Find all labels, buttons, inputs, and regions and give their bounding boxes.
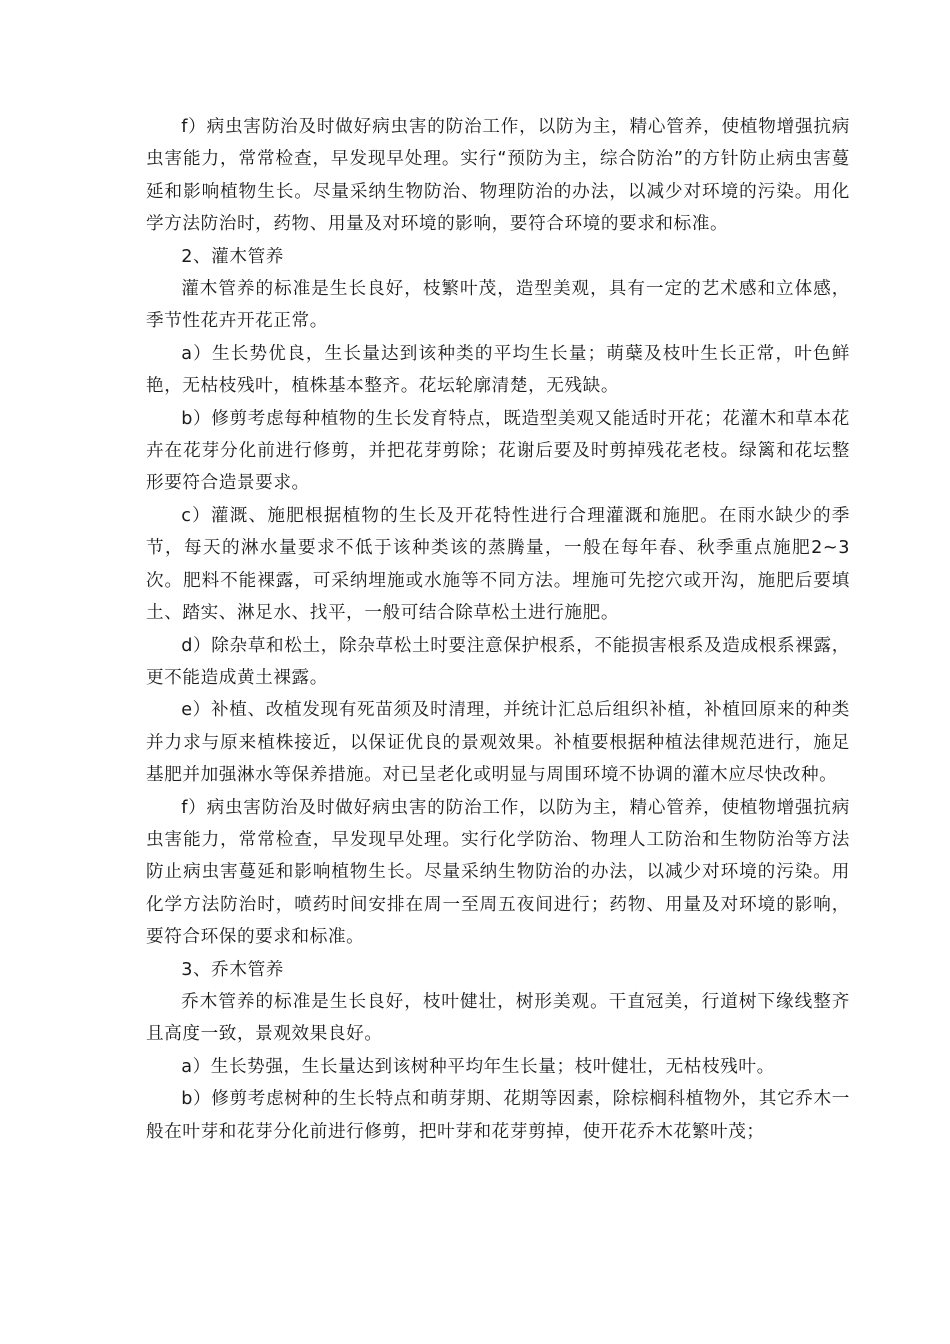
paragraph-tree-growth: a）生长势强，生长量达到该树种平均年生长量；枝叶健壮，无枯枝残叶。 — [181, 1056, 775, 1077]
paragraph-shrub-weeding: d）除杂草和松土，除杂草松土时要注意保护根系，不能损害根系及造成根系裸露，更不能造成黄土裸露。 — [146, 635, 850, 688]
section-heading-shrub-care: 2、灌木管养 — [181, 246, 284, 267]
section-heading-tree-care: 3、乔木管养 — [181, 959, 284, 980]
paragraph-shrub-pest-control: f）病虫害防治及时做好病虫害的防治工作，以防为主，精心管养，使植物增强抗病虫害能力，常常检查，早发现早处理。实行化学防治、物理人工防治和生物防治等方法防止病虫害蔓延和影响植物生长。尽量采纳生物防治的办法，以减少对环境的污染。用化学方法防治时，喷药时间安排在周一至周五夜间进行；药物、用量及对环境的影响，要符合环保的要求和标准。 — [146, 797, 850, 948]
paragraph-shrub-irrigation: c）灌溉、施肥根据植物的生长及开花特性进行合理灌溉和施肥。在雨水缺少的季节，每天的淋水量要求不低于该种类该的蒸腾量，一般在每年春、秋季重点施肥2~3次。肥料不能裸露，可采纳埋施或水施等不同方法。埋施可先挖穴或开沟，施肥后要填土、踏实、淋足水、找平，一般可结合除草松土进行施肥。 — [146, 505, 850, 624]
paragraph-tree-standard: 乔木管养的标准是生长良好，枝叶健壮，树形美观。干直冠美，行道树下缘线整齐且高度一致，景观效果良好。 — [146, 991, 850, 1045]
paragraph-pest-control-general: f）病虫害防治及时做好病虫害的防治工作，以防为主，精心管养，使植物增强抗病虫害能力，常常检查，早发现早处理。实行“预防为主，综合防治”的方针防止病虫害蔓延和影响植物生长。尽量采纳生物防治、物理防治的办法，以减少对环境的污染。用化学方法防治时，药物、用量及对环境的影响，要符合环境的要求和标准。 — [146, 117, 850, 235]
paragraph-tree-pruning: b）修剪考虑树种的生长特点和萌芽期、花期等因素，除棕榈科植物外，其它乔木一般在叶芽和花芽分化前进行修剪，把叶芽和花芽剪掉，使开花乔木花繁叶茂； — [146, 1089, 850, 1142]
paragraph-shrub-replanting: e）补植、改植发现有死苗须及时清理，并统计汇总后组织补植，补植回原来的种类并力求与原来植株接近，以保证优良的景观效果。补植要根据种植法律规范进行，施足基肥并加强淋水等保养措施。对已呈老化或明显与周围环境不协调的灌木应尽快改种。 — [146, 700, 850, 786]
paragraph-shrub-pruning: b）修剪考虑每种植物的生长发育特点，既造型美观又能适时开花；花灌木和草本花卉在花芽分化前进行修剪，并把花芽剪除；花谢后要及时剪掉残花老枝。绿篱和花坛整形要符合造景要求。 — [146, 408, 850, 494]
paragraph-shrub-growth: a）生长势优良，生长量达到该种类的平均生长量；萌蘖及枝叶生长正常，叶色鲜艳，无枯枝残叶，植株基本整齐。花坛轮廓清楚，无残缺。 — [146, 343, 850, 397]
document-body — [146, 111, 850, 1148]
paragraph-shrub-standard: 灌木管养的标准是生长良好，枝繁叶茂，造型美观，具有一定的艺术感和立体感，季节性花卉开花正常。 — [146, 279, 850, 332]
